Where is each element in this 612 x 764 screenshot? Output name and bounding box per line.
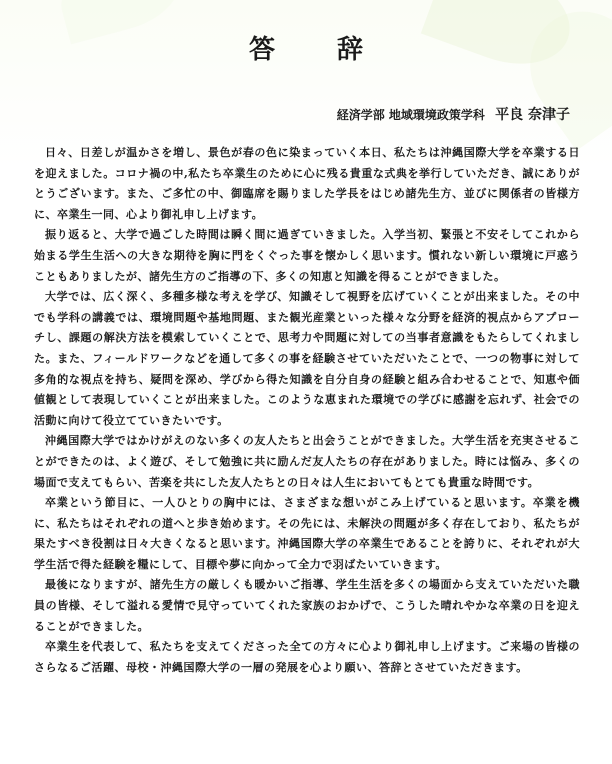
paragraph: 振り返ると、大学で過ごした時間は瞬く間に過ぎていきました。入学当初、緊張と不安そしてこれから始まる学生生活への大きな期待を胸に門をくぐった事を懐かしく思います。慣れない新しい環境に戸惑うこともありましたが、諸先生方のご指導の下、多くの知恵と知識を得ることができました。 [34,228,580,283]
author-department: 経済学部 地域環境政策学科 [336,108,485,122]
paragraph: 卒業生を代表して、私たちを支えてくださった全ての方々に心より御礼申し上げます。ご来場の皆様のさらなるご活躍、母校・沖縄国際大学の一層の発展を心より願い、答辞とさせていただきます。 [34,640,580,674]
paragraph: 最後になりますが、諸先生方の厳しくも暖かいご指導、学生生活を多くの場面から支えていただいた職員の皆様、そして溢れる愛情で見守っていてくれた家族のおかげで、こうした晴れやかな卒業の日を迎えることができました。 [34,578,580,633]
paragraph: 沖縄国際大学ではかけがえのない多くの友人たちと出会うことができました。大学生活を充実させることができたのは、よく遊び、そして勉強に共に励んだ友人たちの存在がありました。時には悩み、多くの場面で支えてもらい、苦楽を共にした友人たちとの日々は人生においてもとても貴重な時間です。 [34,434,580,489]
paragraph: 日々、日差しが温かさを増し、景色が春の色に染まっていく本日、私たちは沖縄国際大学を卒業する日を迎えました。コロナ禍の中,私たち卒業生のために心に残る貴重な式典を挙行していただき、誠にありがとうございます。また、ご多忙の中、御臨席を賜りました学長をはじめ諸先生方、並びに関係者の皆様方に、卒業生一同、心より御礼申し上げます。 [34,146,580,221]
document-title: 答 辞 [248,35,381,66]
paragraph: 大学では、広く深く、多種多様な考えを学び、知識そして視野を広げていくことが出来ました。その中でも学科の講義では、環境問題や基地問題、また観光産業といった様々な分野を経済的視点からアプローチし、課題の解決方法を模索していくことで、思考力や問題に対しての当事者意識をもたらしてくれました。また、フィールドワークなどを通して多くの事を経験させていただいたことで、一つの物事に対して多角的な視点を持ち、疑問を深め、学びから得た知識を自分自身の経験と組み合わせることで、知恵や価値観として表現していくことが出来ました。このような恵まれた環境での学びに感謝を忘れず、社会での活動に向けて役立てていきたいです。 [34,290,580,427]
speech-body [34,143,580,678]
paragraph: 卒業という節目に、一人ひとりの胸中には、さまざまな想いがこみ上げていると思います。卒業を機に、私たちはそれぞれの道へと歩き始めます。その先には、未解決の問題が多く存在しており、私たちが果たすべき役割は日々大きくなると思います。沖縄国際大学の卒業生であることを誇りに、それぞれが大学生活で得た経験を糧にして、目標や夢に向かって全力で羽ばたいていきます。 [34,496,580,571]
author-name: 平良 奈津子 [495,107,570,123]
author-line [337,104,570,124]
